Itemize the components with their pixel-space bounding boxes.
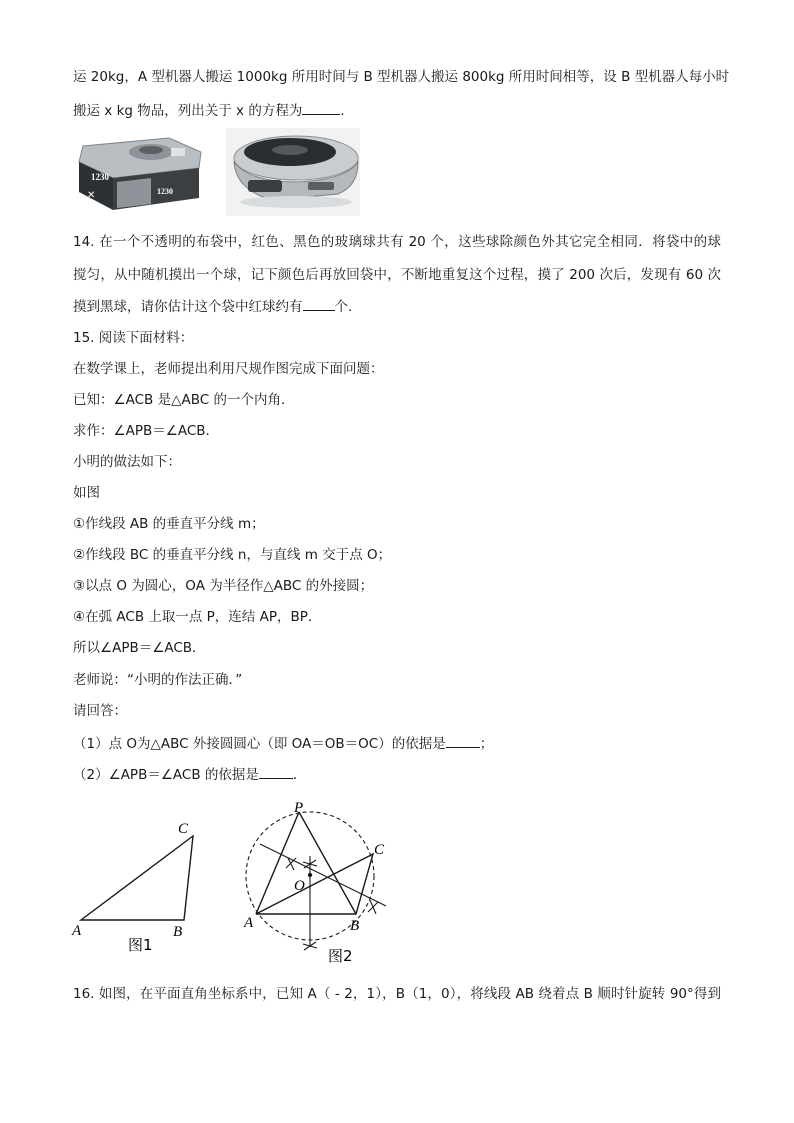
q15-sub1-answer-blank[interactable] (446, 734, 480, 748)
fig2-label-c: C (374, 842, 385, 858)
robot-b-photo (226, 128, 360, 216)
q13-answer-blank[interactable] (302, 101, 340, 115)
q14-text-line-1: 14. 在一个不透明的布袋中，红色、黑色的玻璃球共有 20 个，这些球除颜色外其它完全相同．将袋中的球 (73, 234, 721, 250)
q15-sub-question-1 (73, 734, 493, 753)
fig2-label-p: P (294, 800, 304, 816)
q15-sub2-answer-blank[interactable] (259, 765, 293, 779)
fig1-label-c: C (178, 821, 189, 837)
q15-step-1: ①作线段 AB 的垂直平分线 m； (73, 516, 265, 532)
q15-step-2: ②作线段 BC 的垂直平分线 n，与直线 m 交于点 O； (73, 547, 392, 563)
fig2-caption: 图2 (328, 947, 353, 965)
q15-step-4: ④在弧 ACB 上取一点 P，连结 AP，BP． (73, 609, 322, 625)
q15-conclusion: 所以∠APB＝∠ACB． (73, 640, 206, 656)
q14-answer-blank[interactable] (303, 297, 335, 311)
q14-text-line-2: 搅匀，从中随机摸出一个球，记下颜色后再放回袋中，不断地重复这个过程，摸了 200 次后，发现有 60 次 (73, 267, 721, 283)
center-o-dot (308, 873, 312, 877)
q15-sub2-punct: ． (292, 767, 307, 783)
fig1-label-a: A (72, 923, 82, 939)
q13-period: . (340, 103, 345, 119)
q15-given: 已知：∠ACB 是△ABC 的一个内角． (73, 392, 295, 408)
q15-sub1-text: （1）点 O为△ABC 外接圆圆心（即 OA＝OB＝OC）的依据是 (73, 736, 446, 752)
q15-sub1-punct: ； (479, 736, 494, 752)
q15-sub2-text: （2）∠APB＝∠ACB 的依据是 (73, 767, 259, 783)
fig2-label-b: B (350, 918, 360, 934)
q13-equation-prompt: 搬运 x kg 物品，列出关于 x 的方程为 (73, 103, 303, 119)
q14-unit: 个. (334, 299, 353, 315)
robot-a-photo (73, 128, 205, 216)
q14-estimate-prompt: 摸到黑球，请你估计这个袋中红球约有 (73, 299, 303, 315)
q15-heading: 15. 阅读下面材料： (73, 330, 194, 346)
figure-1-triangle (70, 816, 210, 966)
q15-step-3: ③以点 O 为圆心，OA 为半径作△ABC 的外接圆； (73, 578, 374, 594)
segment-ap (256, 812, 299, 914)
robot-a-label-top: 1230 (91, 172, 109, 182)
q13-text-line-2 (73, 101, 345, 120)
q15-sub-question-2 (73, 765, 306, 784)
triangle-abc (81, 836, 193, 920)
q15-intro: 在数学课上，老师提出利用尺规作图完成下面问题： (73, 361, 384, 377)
q15-method: 小明的做法如下： (73, 454, 181, 470)
q13-text-line-1: 运 20kg，A 型机器人搬运 1000kg 所用时间与 B 型机器人搬运 800kg 所用时间相等，设 B 型机器人每小时 (73, 69, 730, 85)
q15-teacher-remark: 老师说：“小明的作法正确．” (73, 672, 243, 688)
robot-a-label-bottom: 1230 (157, 187, 173, 196)
triangle-abc (256, 854, 373, 914)
fig2-label-a: A (244, 915, 254, 931)
q14-text-line-3 (73, 297, 352, 316)
fig1-label-b: B (173, 924, 183, 940)
robot-a-logo-mark: ✕ (87, 190, 96, 201)
q16-text-line-1: 16. 如图，在平面直角坐标系中，已知 A（ - 2，1），B（1，0），将线段 AB 绕着点 B 顺时针旋转 90°得到 (73, 986, 721, 1002)
q15-find: 求作：∠APB＝∠ACB． (73, 423, 220, 439)
fig1-caption: 图1 (128, 936, 153, 954)
q15-as-figure: 如图 (73, 485, 100, 501)
q15-answer-prompt: 请回答： (73, 703, 127, 719)
figure-2-construction (240, 796, 400, 968)
fig2-label-o: O (294, 878, 305, 894)
